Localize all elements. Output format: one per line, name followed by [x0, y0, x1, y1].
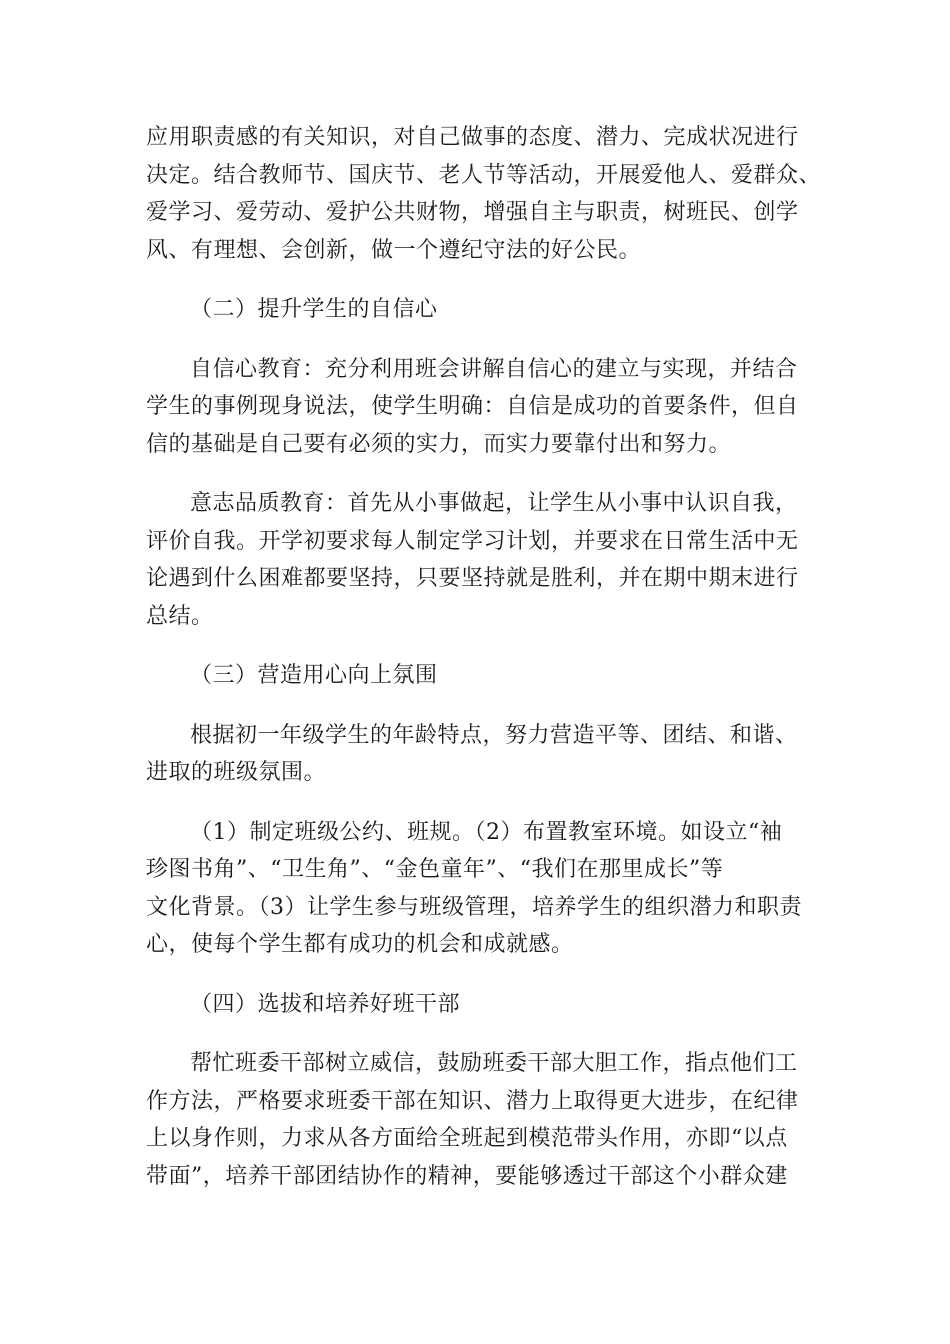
heading-text: （三）营造用心向上氛围: [190, 663, 438, 688]
text-line: 学生的事例现身说法，使学生明确：自信是成功的首要条件，但自: [146, 394, 799, 419]
paragraph: [146, 485, 806, 635]
text-line: 根据初一年级学生的年龄特点，努力营造平等、团结、和谐、: [190, 722, 798, 748]
section-heading: [146, 291, 806, 329]
text-line: （1）制定班级公约、班规。（2）布置教室环境。如设立“袖: [190, 819, 783, 845]
heading-text: （四）选拔和培养好班干部: [190, 991, 461, 1017]
paragraph: [146, 119, 822, 269]
text-line: 意志品质教育：首先从小事做起，让学生从小事中认识自我，: [190, 491, 798, 516]
text-line: 带面”，培养干部团结协作的精神，要能够透过干部这个小群众建: [146, 1163, 788, 1189]
paragraph: [146, 717, 806, 792]
text-line: 上以身作则，力求从各方面给全班起到模范带头作用，亦即“以点: [146, 1126, 788, 1151]
paragraph: [146, 351, 806, 464]
text-line: 评价自我。开学初要求每人制定学习计划，并要求在日常生活中无: [146, 528, 799, 554]
text-line: 爱学习、爱劳动、爱护公共财物，增强自主与职责，树班民、创学: [146, 200, 799, 225]
text-line: 文化背景。（3）让学生参与班级管理，培养学生的组织潜力和职责: [146, 894, 802, 920]
paragraph: [146, 814, 806, 964]
text-line: 应用职责感的有关知识，对自己做事的态度、潜力、完成状况进行: [146, 125, 799, 150]
text-line: 珍图书角”、“卫生角”、“金色童年”、“我们在那里成长”等: [146, 857, 724, 882]
heading-text: （二）提升学生的自信心: [190, 297, 438, 322]
text-line: 帮忙班委干部树立威信，鼓励班委干部大胆工作，指点他们工: [190, 1051, 798, 1076]
text-line: 信的基础是自己要有必须的实力，而实力要靠付出和努力。: [146, 431, 732, 457]
text-line: 心，使每个学生都有成功的机会和成就感。: [146, 932, 574, 957]
section-heading: [146, 986, 806, 1024]
document-body: [146, 119, 822, 1195]
text-line: 决定。结合教师节、国庆节、老人节等活动，开展爱他人、爱群众、: [146, 162, 822, 188]
text-line: 自信心教育：充分利用班会讲解自信心的建立与实现，并结合: [190, 356, 798, 382]
paragraph: [146, 1045, 806, 1195]
text-line: 作方法，严格要求班委干部在知识、潜力上取得更大进步，在纪律: [146, 1088, 799, 1114]
text-line: 风、有理想、会创新，做一个遵纪守法的好公民。: [146, 237, 642, 263]
section-heading: [146, 657, 806, 695]
text-line: 论遇到什么困难都要坚持，只要坚持就是胜利，并在期中期末进行: [146, 566, 799, 591]
text-line: 进取的班级氛围。: [146, 760, 327, 785]
text-line: 总结。: [146, 603, 214, 629]
